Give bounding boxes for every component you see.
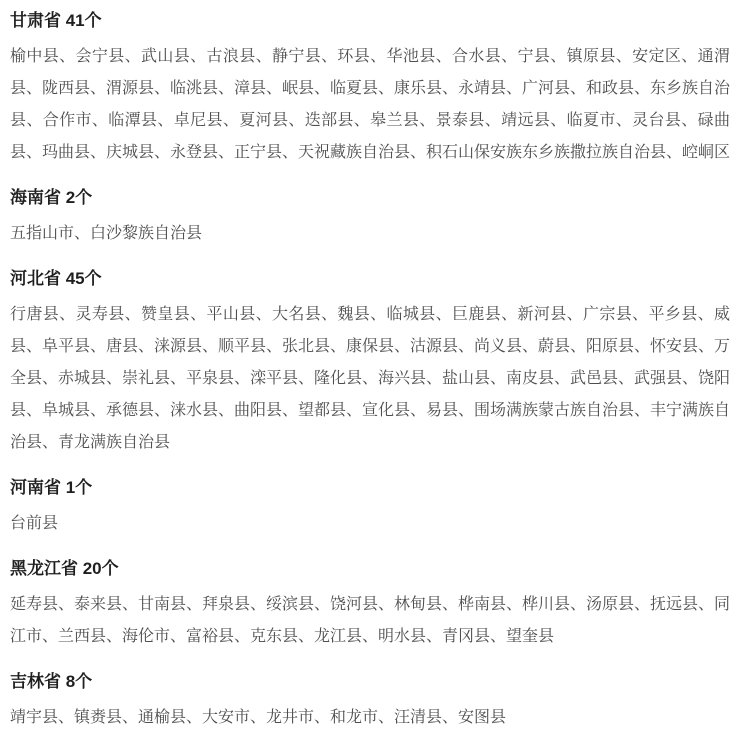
county-line: 五指山市、白沙黎族自治县	[10, 225, 203, 242]
county-list-henan	[10, 508, 730, 540]
county-list-heilongjiang	[10, 589, 730, 653]
province-heading-gansu: 甘肃省 41个	[10, 11, 102, 30]
county-list-gansu	[10, 41, 730, 169]
province-section-heilongjiang	[10, 556, 730, 653]
province-section-gansu	[10, 8, 730, 169]
province-section-hainan	[10, 185, 730, 250]
county-list-hainan	[10, 218, 730, 250]
county-line: 县、合作市、临潭县、卓尼县、夏河县、迭部县、皋兰县、景泰县、靖远县、临夏市、灵台县、碌曲	[10, 112, 730, 129]
county-line: 江市、兰西县、海伦市、富裕县、克东县、龙江县、明水县、青冈县、望奎县	[10, 628, 555, 645]
county-line: 治县、青龙满族自治县	[10, 434, 171, 451]
county-line: 榆中县、会宁县、武山县、古浪县、静宁县、环县、华池县、合水县、宁县、镇原县、安定区、通渭	[10, 48, 730, 65]
province-heading-hebei: 河北省 45个	[10, 269, 102, 288]
county-list-hebei	[10, 299, 730, 459]
county-line: 延寿县、泰来县、甘南县、拜泉县、绥滨县、饶河县、林甸县、桦南县、桦川县、汤原县、抚远县、同	[10, 596, 731, 613]
county-line: 县、阜城县、承德县、涞水县、曲阳县、望都县、宣化县、易县、围场满族蒙古族自治县、丰宁满族自	[10, 402, 731, 419]
province-section-jilin	[10, 669, 730, 734]
county-line: 县、陇西县、渭源县、临洮县、漳县、岷县、临夏县、康乐县、永靖县、广河县、和政县、东乡族自治	[10, 80, 731, 97]
county-line: 全县、赤城县、崇礼县、平泉县、滦平县、隆化县、海兴县、盐山县、南皮县、武邑县、武强县、饶阳	[10, 370, 731, 387]
document-body	[10, 8, 730, 734]
province-section-hebei	[10, 266, 730, 459]
province-section-henan	[10, 475, 730, 540]
province-heading-henan: 河南省 1个	[10, 478, 93, 497]
province-heading-hainan: 海南省 2个	[10, 188, 93, 207]
county-line: 靖宇县、镇赉县、通榆县、大安市、龙井市、和龙市、汪清县、安图县	[10, 709, 507, 726]
province-heading-jilin: 吉林省 8个	[10, 672, 93, 691]
county-line: 行唐县、灵寿县、赞皇县、平山县、大名县、魏县、临城县、巨鹿县、新河县、广宗县、平乡县、威	[10, 306, 730, 323]
county-line: 县、玛曲县、庆城县、永登县、正宁县、天祝藏族自治县、积石山保安族东乡族撒拉族自治县、崆峒区	[10, 144, 731, 161]
province-heading-heilongjiang: 黑龙江省 20个	[10, 559, 119, 578]
county-list-jilin	[10, 702, 730, 734]
county-line: 县、阜平县、唐县、涞源县、顺平县、张北县、康保县、沽源县、尚义县、蔚县、阳原县、怀安县、万	[10, 338, 731, 355]
county-line: 台前县	[10, 515, 59, 532]
